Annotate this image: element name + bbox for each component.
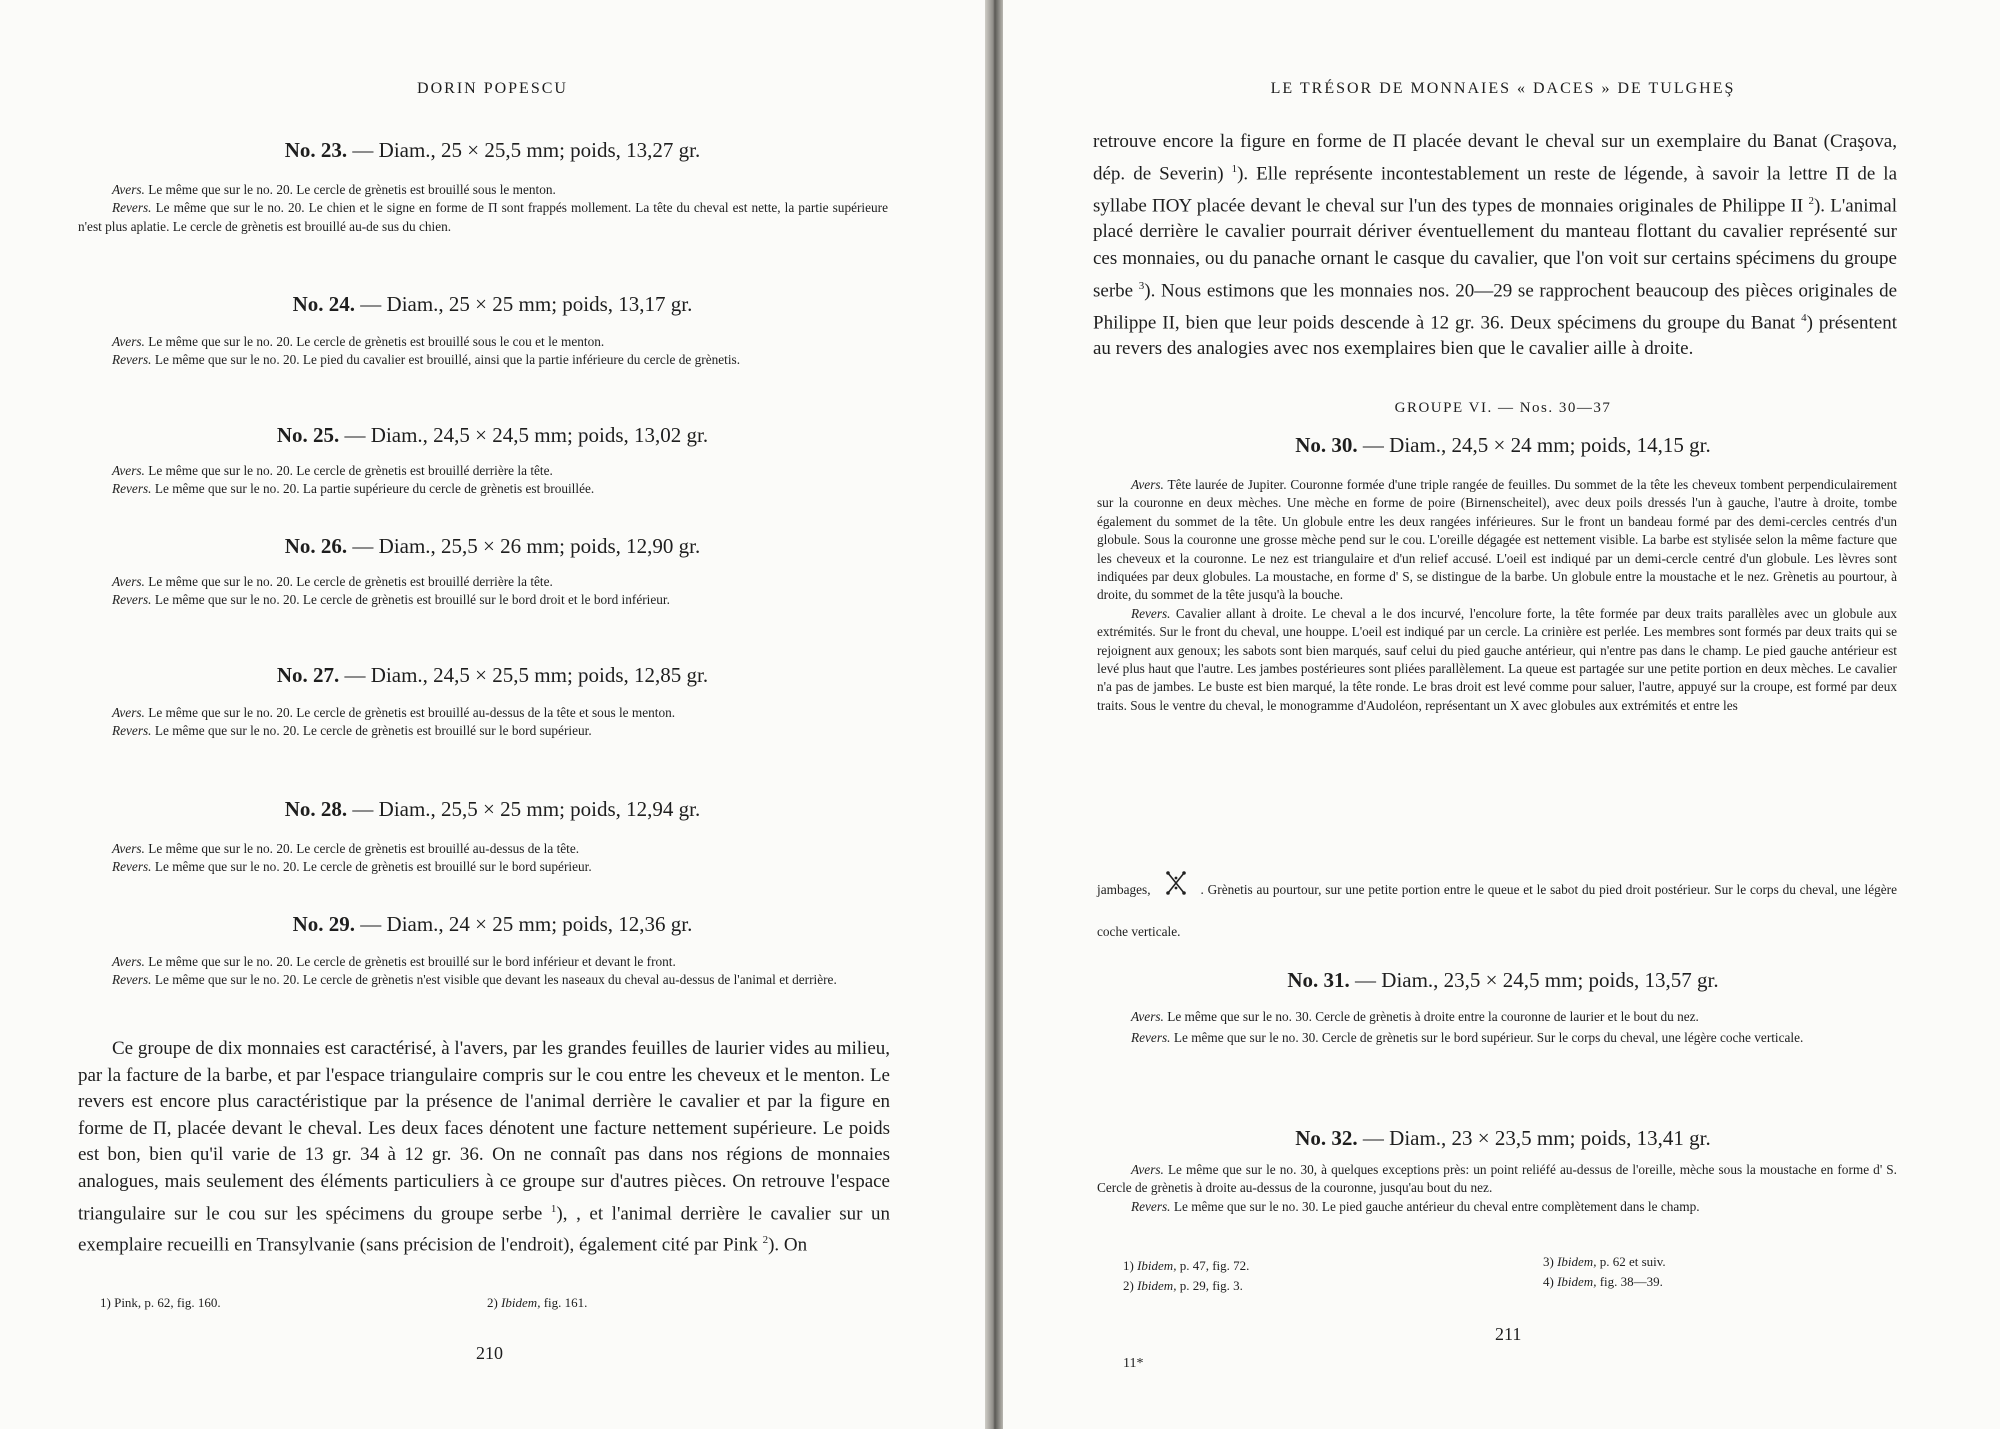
entry-description: Avers. Le même que sur le no. 20. Le cercle de grènetis est brouillé derrière la tête. Revers. Le même que sur le no. 20. Le cercle de grènetis est brouillé sur le bord droit et le bord inférieur.	[112, 574, 670, 608]
footnote: 2) Ibidem, fig. 161.	[487, 1295, 588, 1310]
footnote: 1) Pink, p. 62, fig. 160.	[100, 1295, 221, 1310]
entry-description: Avers. Tête laurée de Jupiter. Couronne formée d'une triple rangée de feuilles. Du sommet de la tête les cheveux tombent perpendiculairement sur la couronne en deux mèches. Une mèche en forme de poire (Birnenscheitel), avec deux poils dressés l'un à gauche, l'autre à droite, tombe également du sommet de la tête. Un globule entre les deux rangées inférieures. Sur le front un bandeau formé par des demi-cercles centrés d'un globule. Sous la couronne une grosse mèche pend sur le cou. L'oreille dégagée est nettement visible. La barbe est stylisée selon la même facture que les cheveux et la couronne. Le nez est triangulaire et d'un relief accusé. L'oeil est indiqué par un demi-cercle centré d'un globule. Les lèvres sont indiquées par deux globules. La moustache, en forme d' S, se distingue de la barbe. Un globule entre la moustache et le nez. Grènetis au pourtour, à droite, du sommet de la tête jusqu'à la bouche. Revers. Cavalier allant à droite. Le cheval a le dos incurvé, l'encolure forte, la tête formée par deux traits parallèles avec un globule aux extrémités. Sur le front du cheval, une houppe. L'oeil est indiqué par un cercle. La crinière est perlée. Les membres sont formés par deux traits qui se rejoignent aux genoux; les sabots sont bien marqués, sauf celui du pied gauche antérieur, qui n'entre pas dans le champ. Le pied gauche antérieur est levé plus haut que l'autre. Les jambes postérieures sont pliées parallèlement. La queue est partagée sur une petite portion en deux mèches. Le cavalier n'a pas de jambes. Le buste est bien marqué, la tête ronde. Le bras droit est levé comme pour saluer, l'autre, appuyé sur la croupe, est formé par deux traits. Sous le ventre du cheval, le monogramme d'Audoléon, représentant un X avec globules aux extrémités et entre les	[1097, 477, 1897, 713]
page-number: 210	[476, 1343, 503, 1363]
entry-description: Avers. Le même que sur le no. 20. Le cercle de grènetis est brouillé au-dessus de la tête. Revers. Le même que sur le no. 20. Le cercle de grènetis est brouillé sur le bord supérieur.	[112, 841, 592, 875]
entry-heading: No. 31. — Diam., 23,5 × 24,5 mm; poids, 13,57 gr.	[1287, 968, 1719, 992]
entry-description: Avers. Le même que sur le no. 20. Le cercle de grènetis est brouillé sous le menton. Revers. Le même que sur le no. 20. Le chien et le signe en forme de Π sont frappés mollement. La tête du cheval est nette, la partie supérieure n'est plus aplatie. Le cercle de grènetis est brouillé au-de sus du chien.	[78, 182, 888, 234]
entry-description-continued: jambages, . Grènetis au pourtour, sur une petite portion entre le queue et le sabot du pied droit postérieur. Sur le corps du cheval, une légère coche verticale.	[1097, 870, 1897, 952]
running-head: DORIN POPESCU	[417, 80, 568, 97]
right-page	[1003, 0, 2000, 1429]
signature-mark: 11*	[1123, 1356, 1144, 1371]
entry-heading: No. 27. — Diam., 24,5 × 25,5 mm; poids, 12,85 gr.	[276, 663, 709, 687]
audoleon-monogram-icon	[1165, 870, 1187, 912]
entry-heading: No. 29. — Diam., 24 × 25 mm; poids, 12,36 gr.	[292, 912, 693, 936]
body-paragraph: retrouve encore la figure en forme de Π placée devant le cheval sur un exemplaire du Banat (Craşova, dép. de Severin) $^1$). Elle représente incontestablement un reste de légende, à savoir la lettre Π de la syllabe ΠΟΥ placée devant le cheval sur l'un des types de monnaies originales de Philippe II $^2$). L'animal placé derrière le cavalier pourrait dériver éventuellement du manteau flottant du cavalier représenté sur ces monnaies, ou du panache ornant le casque du cavalier, que l'on voit sur certains spécimens du groupe serbe $^3$). Nous estimons que les monnaies nos. 20—29 se rapprochent beaucoup des pièces originales de Philippe II, bien que leur poids descende à 12 gr. 36. Deux spécimens du groupe du Banat $^4$) présentent au revers des analogies avec nos exemplaires bien que le cavalier aille à droite.	[1093, 131, 1898, 360]
entry-heading: No. 26. — Diam., 25,5 × 26 mm; poids, 12,90 gr.	[284, 534, 701, 558]
entry-description: Avers. Le même que sur le no. 30, à quelques exceptions près: un point reliéfé au-dessus de l'oreille, mèche sous la moustache en forme d' S. Cercle de grènetis à droite au-dessus de la couronne, jusqu'au bout du nez. Revers. Le même que sur le no. 30. Le pied gauche antérieur du cheval entre complètement dans le champ.	[1097, 1162, 1897, 1214]
footnote: 3) Ibidem, p. 62 et suiv.	[1543, 1254, 1666, 1269]
footnote: 1) Ibidem, p. 47, fig. 72.	[1123, 1258, 1250, 1273]
entry-heading: No. 24. — Diam., 25 × 25 mm; poids, 13,17 gr.	[292, 292, 693, 316]
book-gutter	[985, 0, 1003, 1429]
entry-description: Avers. Le même que sur le no. 20. Le cercle de grènetis est brouillé sur le bord inférieur et devant le front. Revers. Le même que sur le no. 20. Le cercle de grènetis n'est visible que devant les naseaux du cheval au-dessus de l'animal et derrière.	[112, 954, 837, 988]
entry-heading: No. 32. — Diam., 23 × 23,5 mm; poids, 13,41 gr.	[1295, 1126, 1711, 1150]
body-paragraph: Ce groupe de dix monnaies est caractérisé, à l'avers, par les grandes feuilles de laurier vides au milieu, par la facture de la barbe, et par l'espace triangulaire compris sur le cou entre les cheveux et le menton. Le revers est encore plus caractéristique par la présence de l'animal derrière le cavalier et par la figure en forme de Π, placée devant le cheval. Les deux faces dénotent une facture nettement supérieure. Le poids est bon, bien qu'il varie de 13 gr. 34 à 12 gr. 36. On ne connaît pas dans nos régions de monnaies analogues, mais seulement des éléments particuliers à ce groupe sur d'autres pièces. On retrouve l'espace triangulaire sur le cou sur les spécimens du groupe serbe $^1$), , et l'animal derrière le cavalier sur un exemplaire recueilli en Transylvanie (sans précision de l'endroit), également cité par Pink $^2$). On	[78, 1038, 891, 1256]
entry-description: Avers. Le même que sur le no. 20. Le cercle de grènetis est brouillé sous le cou et le menton. Revers. Le même que sur le no. 20. Le pied du cavalier est brouillé, ainsi que la partie inférieure du cercle de grènetis.	[112, 334, 741, 368]
running-head: LE TRÉSOR DE MONNAIES « DACES » DE TULGHEŞ	[1270, 80, 1736, 97]
footnote: 2) Ibidem, p. 29, fig. 3.	[1123, 1278, 1243, 1293]
group-heading: GROUPE VI. — Nos. 30—37	[1394, 400, 1612, 416]
entry-description: Avers. Le même que sur le no. 20. Le cercle de grènetis est brouillé au-dessus de la tête et sous le menton. Revers. Le même que sur le no. 20. Le cercle de grènetis est brouillé sur le bord supérieur.	[112, 705, 676, 739]
entry-description: Avers. Le même que sur le no. 20. Le cercle de grènetis est brouillé derrière la tête. Revers. Le même que sur le no. 20. La partie supérieure du cercle de grènetis est brouillée.	[112, 463, 595, 497]
entry-heading: No. 25. — Diam., 24,5 × 24,5 mm; poids, 13,02 gr.	[276, 423, 709, 447]
entry-heading: No. 23. — Diam., 25 × 25,5 mm; poids, 13,27 gr.	[284, 138, 701, 162]
footnote: 4) Ibidem, fig. 38—39.	[1543, 1274, 1663, 1289]
page-number: 211	[1495, 1324, 1522, 1344]
entry-heading: No. 28. — Diam., 25,5 × 25 mm; poids, 12,94 gr.	[284, 797, 701, 821]
entry-description: Avers. Le même que sur le no. 30. Cercle de grènetis à droite entre la couronne de laurier et le bout du nez. Revers. Le même que sur le no. 30. Cercle de grènetis sur le bord supérieur. Sur le corps du cheval, une légère coche verticale.	[1131, 1009, 1804, 1045]
left-page	[0, 0, 985, 1429]
entry-heading: No. 30. — Diam., 24,5 × 24 mm; poids, 14,15 gr.	[1295, 433, 1711, 457]
